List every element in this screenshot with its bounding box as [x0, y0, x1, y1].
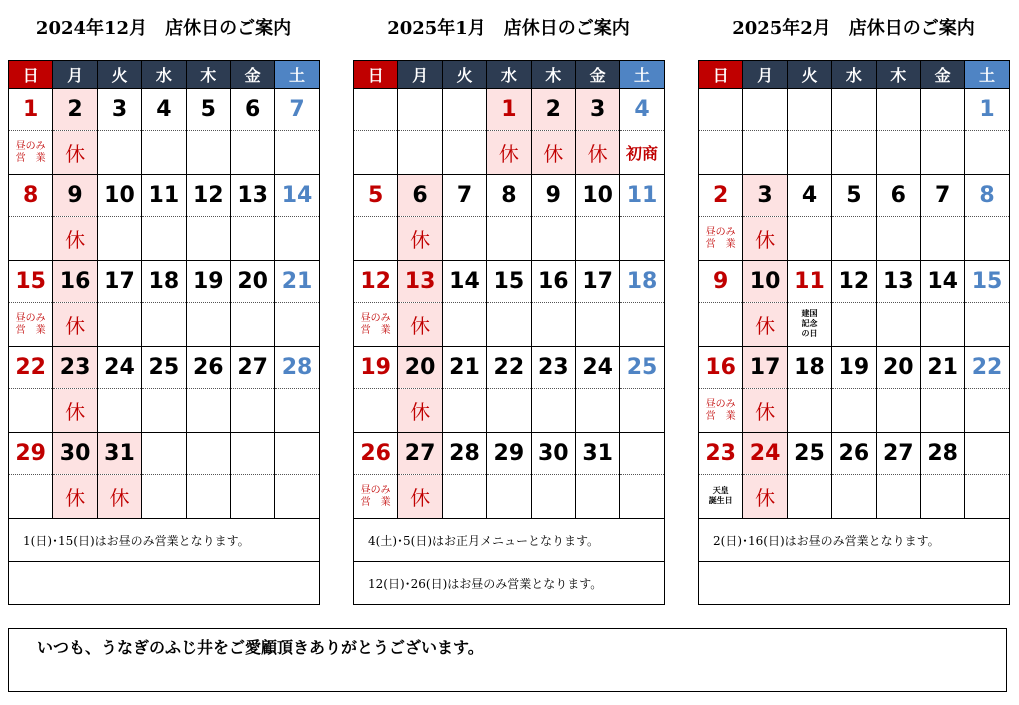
closed-label: 休 [65, 228, 86, 252]
day-note-cell [186, 475, 230, 519]
day-cell: 31 [97, 433, 141, 475]
day-note-cell [9, 217, 53, 261]
footnote: 4(土)･5(日)はお正月メニューとなります。 [354, 519, 665, 562]
day-note-cell [699, 217, 743, 261]
day-cell: 1 [487, 89, 531, 131]
day-note-cell [832, 217, 876, 261]
lunch-only-label: 昼のみ 営 業 [360, 312, 391, 336]
weekday-header: 水 [142, 61, 186, 89]
day-note-cell [354, 131, 398, 175]
day-note-cell [699, 389, 743, 433]
day-cell: 28 [442, 433, 486, 475]
day-cell [186, 433, 230, 475]
day-cell: 8 [965, 175, 1009, 217]
closed-label: 休 [410, 228, 431, 252]
day-cell: 9 [531, 175, 575, 217]
day-cell: 30 [531, 433, 575, 475]
day-note-cell [398, 389, 442, 433]
closed-label: 休 [109, 486, 130, 510]
day-cell: 17 [97, 261, 141, 303]
day-cell: 24 [575, 347, 619, 389]
day-note-cell [442, 389, 486, 433]
day-cell: 18 [142, 261, 186, 303]
day-cell [620, 433, 664, 475]
day-note-cell [620, 303, 664, 347]
day-note-cell [575, 131, 619, 175]
day-cell: 31 [575, 433, 619, 475]
weekday-header: 火 [787, 61, 831, 89]
closed-label: 休 [755, 228, 776, 252]
day-note-cell [743, 303, 787, 347]
day-note-cell [97, 217, 141, 261]
day-note-cell [230, 389, 274, 433]
closed-label: 休 [410, 400, 431, 424]
day-note-cell [876, 389, 920, 433]
day-cell: 26 [354, 433, 398, 475]
day-cell: 9 [699, 261, 743, 303]
day-note-cell [920, 389, 964, 433]
day-cell: 2 [531, 89, 575, 131]
day-cell: 1 [9, 89, 53, 131]
day-note-cell [442, 131, 486, 175]
day-note-cell [275, 131, 319, 175]
day-note-cell [53, 217, 97, 261]
day-cell [876, 89, 920, 131]
day-cell: 18 [620, 261, 664, 303]
day-note-cell [230, 475, 274, 519]
day-note-cell [743, 131, 787, 175]
weekday-header: 月 [743, 61, 787, 89]
day-cell [965, 433, 1009, 475]
closed-label: 休 [65, 142, 86, 166]
day-note-cell [275, 303, 319, 347]
day-cell: 27 [876, 433, 920, 475]
weekday-header: 木 [876, 61, 920, 89]
footnote [9, 562, 320, 605]
day-cell: 22 [487, 347, 531, 389]
day-note-cell [531, 131, 575, 175]
day-note-cell [965, 389, 1009, 433]
day-cell: 11 [787, 261, 831, 303]
day-cell: 28 [920, 433, 964, 475]
day-note-cell [743, 389, 787, 433]
day-note-cell [186, 389, 230, 433]
footnote: 12(日)･26(日)はお昼のみ営業となります。 [354, 562, 665, 605]
weekday-header: 月 [53, 61, 97, 89]
day-note-cell [487, 131, 531, 175]
day-cell: 13 [398, 261, 442, 303]
day-cell [920, 89, 964, 131]
day-cell: 12 [186, 175, 230, 217]
month-title: 2024年12月 店休日のご案内 [35, 18, 292, 39]
day-cell: 5 [354, 175, 398, 217]
day-note-cell [398, 217, 442, 261]
day-note-cell [920, 475, 964, 519]
day-cell: 7 [275, 89, 319, 131]
day-note-cell [575, 475, 619, 519]
day-note-cell [787, 303, 831, 347]
day-note-cell [230, 303, 274, 347]
footnote [699, 562, 1010, 605]
day-note-cell [142, 131, 186, 175]
day-note-cell [354, 217, 398, 261]
day-cell [787, 89, 831, 131]
day-cell: 23 [699, 433, 743, 475]
calendar-grid [353, 60, 665, 605]
day-cell: 9 [53, 175, 97, 217]
day-note-cell [531, 217, 575, 261]
day-cell: 11 [620, 175, 664, 217]
day-cell: 17 [743, 347, 787, 389]
day-note-cell [531, 475, 575, 519]
weekday-header: 日 [354, 61, 398, 89]
day-cell: 27 [398, 433, 442, 475]
day-cell: 10 [97, 175, 141, 217]
day-cell: 16 [531, 261, 575, 303]
day-cell: 30 [53, 433, 97, 475]
day-note-cell [487, 217, 531, 261]
weekday-header: 水 [487, 61, 531, 89]
day-note-cell [531, 303, 575, 347]
day-note-cell [354, 303, 398, 347]
day-note-cell [487, 389, 531, 433]
day-note-cell [920, 217, 964, 261]
day-cell: 26 [186, 347, 230, 389]
day-note-cell [442, 303, 486, 347]
weekday-header: 日 [699, 61, 743, 89]
day-cell [275, 433, 319, 475]
day-note-cell [787, 475, 831, 519]
day-cell: 21 [275, 261, 319, 303]
day-note-cell [53, 303, 97, 347]
day-note-cell [965, 217, 1009, 261]
day-cell: 8 [487, 175, 531, 217]
day-note-cell [620, 131, 664, 175]
day-cell: 5 [832, 175, 876, 217]
day-cell: 22 [9, 347, 53, 389]
day-note-cell [53, 389, 97, 433]
day-cell: 26 [832, 433, 876, 475]
closed-label: 休 [410, 314, 431, 338]
day-note-cell [876, 131, 920, 175]
day-cell [398, 89, 442, 131]
day-cell: 23 [531, 347, 575, 389]
day-note-cell [920, 131, 964, 175]
closed-label: 休 [755, 486, 776, 510]
day-note-cell [876, 303, 920, 347]
calendar-grid [8, 60, 320, 605]
day-cell: 16 [53, 261, 97, 303]
day-cell: 3 [97, 89, 141, 131]
day-note-cell [575, 389, 619, 433]
day-note-cell [275, 217, 319, 261]
day-note-cell [620, 217, 664, 261]
day-note-cell [142, 389, 186, 433]
day-cell: 12 [354, 261, 398, 303]
day-note-cell [876, 217, 920, 261]
day-note-cell [965, 475, 1009, 519]
weekday-header: 火 [442, 61, 486, 89]
day-note-cell [442, 475, 486, 519]
day-note-cell [142, 475, 186, 519]
weekday-header: 土 [965, 61, 1009, 89]
day-note-cell [832, 475, 876, 519]
weekday-header: 火 [97, 61, 141, 89]
closed-label: 休 [65, 314, 86, 338]
day-cell: 14 [275, 175, 319, 217]
day-note-cell [186, 217, 230, 261]
day-cell: 4 [787, 175, 831, 217]
day-cell: 15 [965, 261, 1009, 303]
day-cell: 24 [97, 347, 141, 389]
day-cell [442, 89, 486, 131]
day-cell: 6 [398, 175, 442, 217]
day-note-cell [620, 389, 664, 433]
day-note-cell [743, 475, 787, 519]
day-cell: 25 [142, 347, 186, 389]
day-cell: 4 [142, 89, 186, 131]
day-note-cell [787, 131, 831, 175]
day-cell: 7 [442, 175, 486, 217]
day-note-cell [186, 303, 230, 347]
lunch-only-label: 昼のみ 営 業 [15, 312, 46, 336]
day-cell: 19 [832, 347, 876, 389]
weekday-header: 日 [9, 61, 53, 89]
message-box [8, 628, 1007, 692]
day-note-cell [9, 389, 53, 433]
day-note-cell [487, 303, 531, 347]
day-note-cell [97, 389, 141, 433]
day-cell: 15 [9, 261, 53, 303]
day-cell: 10 [743, 261, 787, 303]
holiday-label: 天皇 誕生日 [708, 486, 733, 505]
footnote: 1(日)･15(日)はお昼のみ営業となります。 [9, 519, 320, 562]
weekday-header: 土 [620, 61, 664, 89]
day-cell: 28 [275, 347, 319, 389]
day-cell: 21 [920, 347, 964, 389]
day-cell: 1 [965, 89, 1009, 131]
day-note-cell [787, 389, 831, 433]
weekday-header: 金 [920, 61, 964, 89]
day-note-cell [575, 303, 619, 347]
day-note-cell [354, 389, 398, 433]
day-cell: 16 [699, 347, 743, 389]
day-note-cell [832, 389, 876, 433]
day-note-cell [965, 303, 1009, 347]
day-cell [354, 89, 398, 131]
day-cell: 2 [699, 175, 743, 217]
calendar-grid [698, 60, 1010, 605]
day-note-cell [398, 131, 442, 175]
day-note-cell [575, 217, 619, 261]
day-note-cell [53, 475, 97, 519]
day-cell [699, 89, 743, 131]
day-cell: 5 [186, 89, 230, 131]
day-note-cell [230, 131, 274, 175]
day-cell: 20 [230, 261, 274, 303]
day-note-cell [743, 217, 787, 261]
weekday-header: 金 [230, 61, 274, 89]
day-cell: 23 [53, 347, 97, 389]
footnote: 2(日)･16(日)はお昼のみ営業となります。 [699, 519, 1010, 562]
day-cell: 4 [620, 89, 664, 131]
day-cell: 29 [487, 433, 531, 475]
weekday-header: 土 [275, 61, 319, 89]
first-business-label: 初商 [626, 144, 659, 163]
day-cell: 13 [230, 175, 274, 217]
day-note-cell [531, 389, 575, 433]
day-note-cell [398, 303, 442, 347]
day-note-cell [398, 475, 442, 519]
day-note-cell [275, 475, 319, 519]
day-note-cell [920, 303, 964, 347]
weekday-header: 月 [398, 61, 442, 89]
day-cell: 7 [920, 175, 964, 217]
day-cell: 20 [398, 347, 442, 389]
day-cell [230, 433, 274, 475]
day-cell: 18 [787, 347, 831, 389]
weekday-header: 金 [575, 61, 619, 89]
thank-you-message: いつも、うなぎのふじ井をご愛顧頂きありがとうございます。 [37, 638, 484, 657]
weekday-header: 木 [531, 61, 575, 89]
day-note-cell [142, 303, 186, 347]
day-note-cell [832, 131, 876, 175]
day-cell: 2 [53, 89, 97, 131]
day-note-cell [9, 131, 53, 175]
day-cell: 6 [230, 89, 274, 131]
day-cell: 17 [575, 261, 619, 303]
day-note-cell [9, 475, 53, 519]
day-note-cell [487, 475, 531, 519]
day-note-cell [876, 475, 920, 519]
day-cell: 11 [142, 175, 186, 217]
weekday-header: 木 [186, 61, 230, 89]
day-note-cell [142, 217, 186, 261]
day-note-cell [832, 303, 876, 347]
day-note-cell [97, 131, 141, 175]
day-note-cell [699, 303, 743, 347]
day-cell: 3 [575, 89, 619, 131]
month-title: 2025年1月 店休日のご案内 [387, 18, 630, 39]
day-note-cell [442, 217, 486, 261]
closed-label: 休 [755, 400, 776, 424]
day-cell: 21 [442, 347, 486, 389]
holiday-label: 建国 記念 の日 [801, 309, 818, 338]
day-cell [743, 89, 787, 131]
day-cell: 27 [230, 347, 274, 389]
day-note-cell [9, 303, 53, 347]
day-note-cell [186, 131, 230, 175]
closed-label: 休 [587, 142, 608, 166]
day-cell [142, 433, 186, 475]
day-note-cell [354, 475, 398, 519]
day-cell: 12 [832, 261, 876, 303]
closed-label: 休 [543, 142, 564, 166]
closed-label: 休 [498, 142, 519, 166]
day-cell: 24 [743, 433, 787, 475]
day-cell [832, 89, 876, 131]
day-cell: 29 [9, 433, 53, 475]
day-note-cell [275, 389, 319, 433]
lunch-only-label: 昼のみ 営 業 [705, 398, 736, 422]
day-note-cell [230, 217, 274, 261]
day-cell: 14 [442, 261, 486, 303]
day-cell: 20 [876, 347, 920, 389]
day-note-cell [965, 131, 1009, 175]
day-cell: 15 [487, 261, 531, 303]
day-cell: 10 [575, 175, 619, 217]
day-cell: 25 [620, 347, 664, 389]
day-cell: 8 [9, 175, 53, 217]
weekday-header: 水 [832, 61, 876, 89]
day-cell: 25 [787, 433, 831, 475]
day-cell: 14 [920, 261, 964, 303]
closed-label: 休 [755, 314, 776, 338]
day-note-cell [620, 475, 664, 519]
day-cell: 13 [876, 261, 920, 303]
lunch-only-label: 昼のみ 営 業 [705, 226, 736, 250]
day-note-cell [699, 131, 743, 175]
day-note-cell [53, 131, 97, 175]
day-note-cell [787, 217, 831, 261]
day-note-cell [97, 475, 141, 519]
day-cell: 19 [186, 261, 230, 303]
lunch-only-label: 昼のみ 営 業 [15, 140, 46, 164]
closed-label: 休 [410, 486, 431, 510]
day-note-cell [699, 475, 743, 519]
day-cell: 3 [743, 175, 787, 217]
month-title: 2025年2月 店休日のご案内 [732, 18, 975, 39]
day-cell: 22 [965, 347, 1009, 389]
closed-label: 休 [65, 486, 86, 510]
lunch-only-label: 昼のみ 営 業 [360, 484, 391, 508]
day-note-cell [97, 303, 141, 347]
day-cell: 19 [354, 347, 398, 389]
day-cell: 6 [876, 175, 920, 217]
closed-label: 休 [65, 400, 86, 424]
